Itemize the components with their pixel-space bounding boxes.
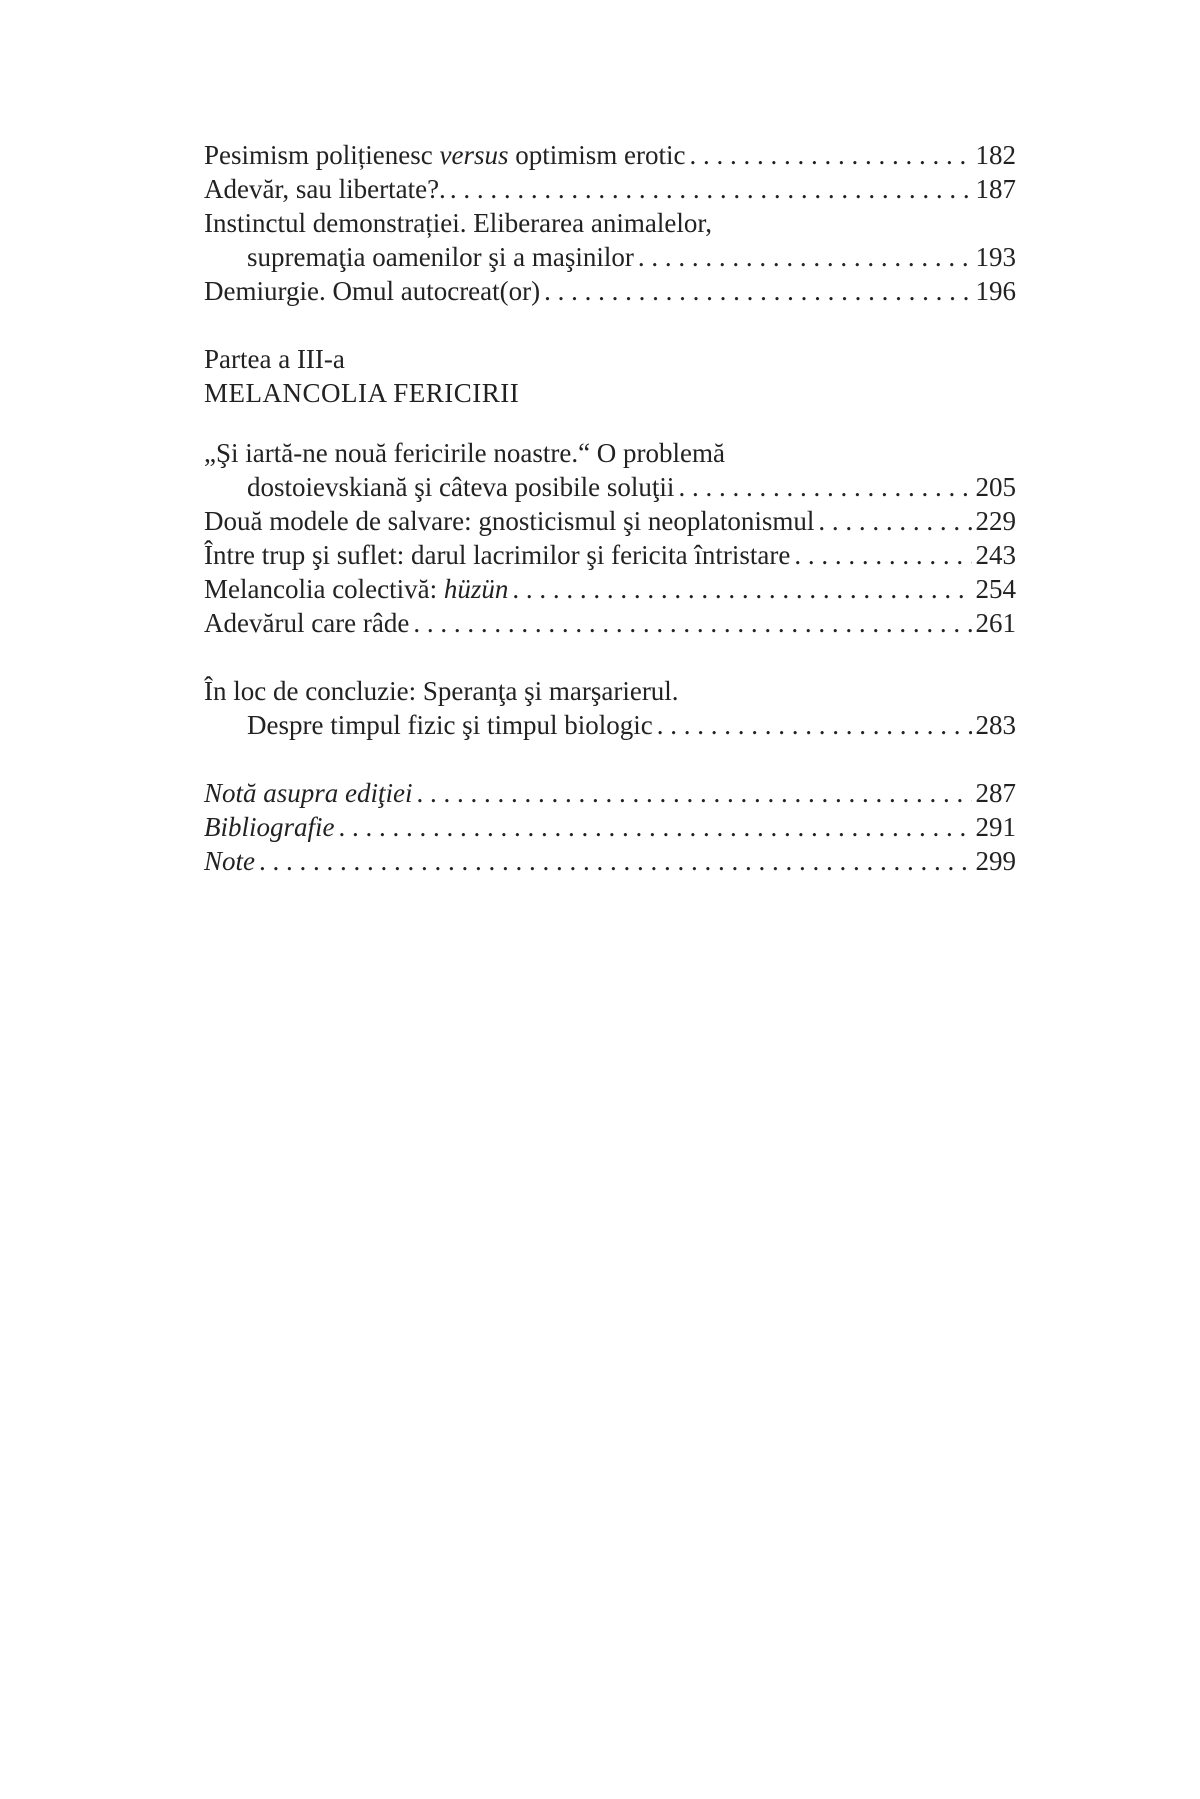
toc-entry-title: Între trup şi suflet: darul lacrimilor şi fericita întristare — [204, 540, 791, 570]
toc-entry — [204, 606, 1016, 640]
toc-entry-title: Notă asupra ediţiei — [204, 778, 413, 808]
toc-entry-title: Despre timpul fizic şi timpul biologic — [247, 710, 653, 740]
toc-entry — [204, 504, 1016, 538]
toc-entry — [204, 138, 1016, 172]
toc-entry-page: 229 — [975, 506, 1016, 536]
dot-leader — [544, 274, 971, 308]
toc-entry — [204, 274, 1016, 308]
toc-entry-title: dostoievskiană şi câteva posibile soluţii — [247, 472, 675, 502]
toc-entry-title: Adevăr, sau libertate?. — [204, 174, 446, 204]
toc-entry-title: supremaţia oamenilor şi a maşinilor — [247, 242, 634, 272]
dot-leader — [259, 844, 972, 878]
dot-leader — [339, 810, 972, 844]
toc-entry-title: Adevărul care râde — [204, 608, 410, 638]
toc-entry-page: 205 — [975, 472, 1016, 502]
toc-entry-title: Bibliografie — [204, 812, 335, 842]
toc-entry — [204, 810, 1016, 844]
toc-entry-continuation — [204, 470, 1016, 504]
toc-entry-continuation — [204, 708, 1016, 742]
part-title: MELANCOLIA FERICIRII — [204, 378, 520, 408]
toc-entry-title: Pesimism polițienesc versus optimism erotic — [204, 140, 686, 170]
toc-entry-first-line — [204, 436, 1016, 470]
toc-entry-first-line — [204, 206, 1016, 240]
toc-entry-title: Instinctul demonstrației. Eliberarea animalelor, — [204, 208, 712, 238]
toc-entry-title: „Şi iartă-ne nouă fericirile noastre.“ O problemă — [204, 438, 726, 468]
toc-entry-page: 193 — [975, 242, 1016, 272]
toc-entry-page: 254 — [975, 574, 1016, 604]
toc-entry — [204, 172, 1016, 206]
toc-entry-page: 287 — [975, 778, 1016, 808]
toc-entry-continuation — [204, 240, 1016, 274]
toc-entry-page: 196 — [975, 276, 1016, 306]
toc-entry-title: Melancolia colectivă: hüzün — [204, 574, 509, 604]
toc-entry — [204, 776, 1016, 810]
dot-leader — [417, 776, 972, 810]
toc-entry-title: În loc de concluzie: Speranţa şi marşarierul. — [204, 676, 679, 706]
dot-leader — [512, 572, 971, 606]
toc-entry-title: Demiurgie. Omul autocreat(or) — [204, 276, 541, 306]
table-of-contents — [204, 138, 1016, 878]
part-label: Partea a III-a — [204, 344, 345, 374]
dot-leader — [818, 504, 971, 538]
toc-entry — [204, 572, 1016, 606]
toc-entry-page: 291 — [975, 812, 1016, 842]
toc-entry-page: 243 — [975, 540, 1016, 570]
toc-entry — [204, 844, 1016, 878]
dot-leader — [689, 138, 971, 172]
toc-entry-page: 283 — [975, 710, 1016, 740]
dot-leader — [794, 538, 971, 572]
toc-entry-page: 299 — [975, 846, 1016, 876]
dot-leader — [413, 606, 971, 640]
dot-leader — [638, 240, 972, 274]
toc-entry-page: 182 — [975, 140, 1016, 170]
toc-entry-title: Note — [204, 846, 255, 876]
toc-entry — [204, 538, 1016, 572]
toc-entry-page: 261 — [975, 608, 1016, 638]
dot-leader — [678, 470, 971, 504]
dot-leader — [450, 172, 972, 206]
toc-entry-first-line — [204, 674, 1016, 708]
toc-entry-page: 187 — [975, 174, 1016, 204]
dot-leader — [657, 708, 972, 742]
toc-entry-title: Două modele de salvare: gnosticismul şi neoplatonismul — [204, 506, 815, 536]
